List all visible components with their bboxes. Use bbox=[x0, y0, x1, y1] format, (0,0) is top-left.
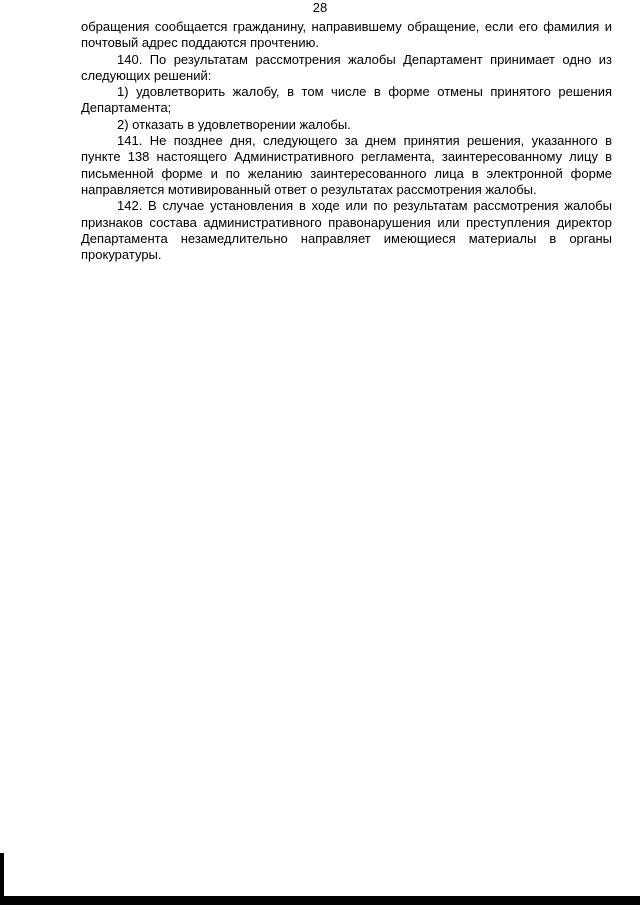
paragraph-continuation: обращения сообщается гражданину, направившему обращение, если его фамилия и почтовый адрес поддаются прочтению. bbox=[81, 19, 612, 51]
paragraph-140: 140. По результатам рассмотрения жалобы Департамент принимает одно из следующих решений: bbox=[81, 51, 612, 83]
page-number: 28 bbox=[312, 0, 328, 15]
document-body bbox=[81, 19, 612, 263]
scan-edge-bottom bbox=[0, 896, 640, 905]
list-item-2: 2) отказать в удовлетворении жалобы. bbox=[117, 116, 351, 132]
paragraph-141: 141. Не позднее дня, следующего за днем принятия решения, указанного в пункте 138 настоящего Административного регламента, заинтересованному лицу в письменной форме и по желанию заинтересованного лица в электронной форме направляется мотивированный ответ о результатах рассмотрения жалобы. bbox=[81, 133, 612, 197]
list-item-1: 1) удовлетворить жалобу, в том числе в форме отмены принятого решения Департамента; bbox=[81, 84, 612, 116]
paragraph-142: 142. В случае установления в ходе или по результатам рассмотрения жалобы признаков состава административного правонарушения или преступления директор Департамента незамедлительно направляет имеющиеся материалы в органы прокуратуры. bbox=[81, 198, 612, 263]
